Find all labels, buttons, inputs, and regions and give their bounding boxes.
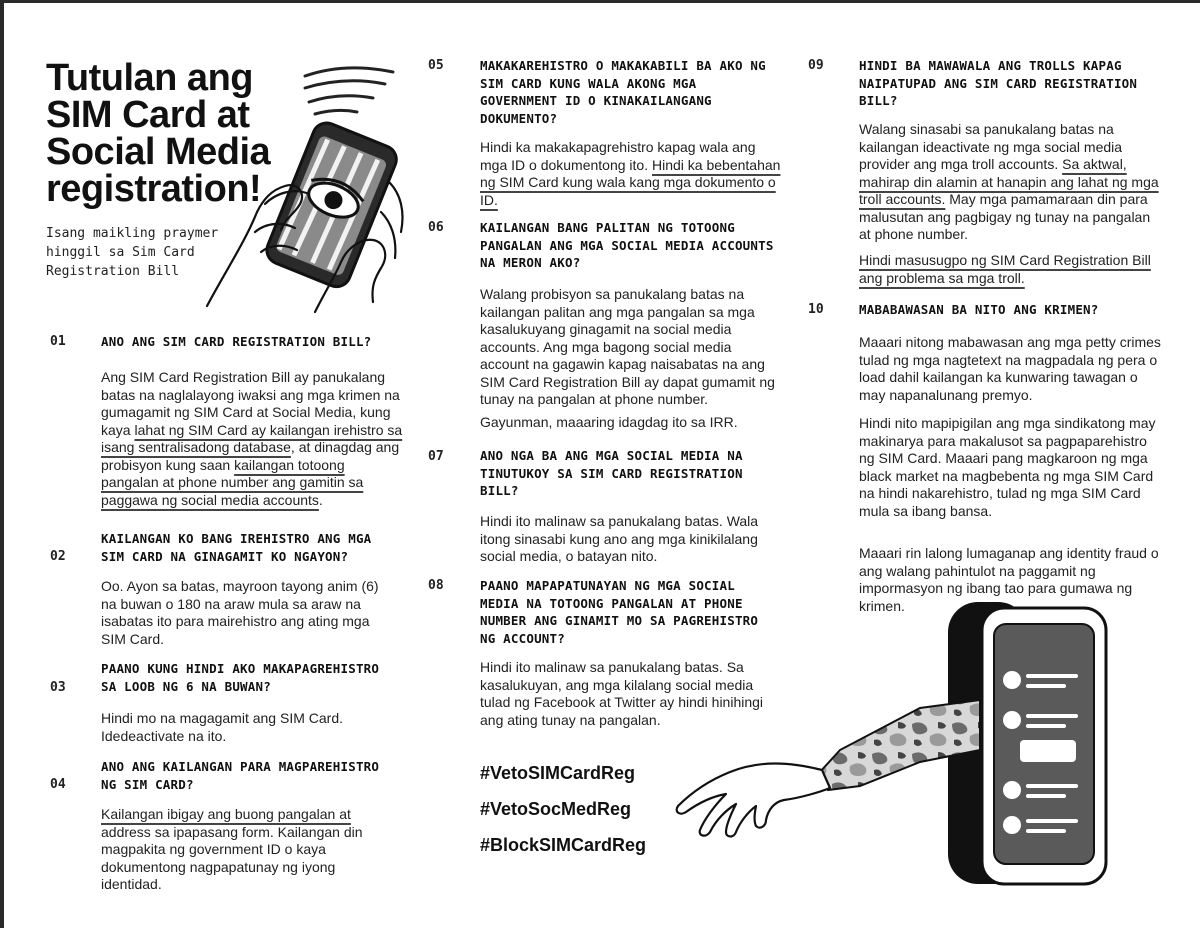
question-heading: MABABAWASAN BA NITO ANG KRIMEN?	[859, 302, 1099, 317]
page-title: Tutulan ang SIM Card at Social Media registration!	[46, 57, 271, 210]
question-number: 07	[428, 449, 444, 464]
answer-text: Walang sinasabi sa panukalang batas na kailangan ideactivate ng mga social media provider ang mga troll accounts. Sa aktwal, mahirap din alamin at hanapin ang lahat ng mga troll accounts. May mga pamamaraan din para malusutan ang pagbigay ng tunay na pangalan at phone number.	[859, 121, 1159, 242]
answer-text: Hindi nito mapipigilan ang mga sindikatong may makinarya para makalusot sa pagpaparehistro ng SIM Card. Maaari pang magkaroon ng mga black market na magbebenta ng mga SIM Card na hindi nakarehistro, tulad ng mga SIM Card mula sa ibang bansa.	[859, 415, 1156, 519]
hashtag: #VetoSIMCardReg	[480, 763, 636, 783]
hashtag: #VetoSocMedReg	[480, 799, 632, 819]
question-number: 03	[50, 680, 66, 695]
answer-text: Maaari nitong mabawasan ang mga petty crimes tulad ng mga nagtetext na magpadala ng pera o load dahil kailangan ka kunwaring tawagan o may napanalunang premyo.	[859, 334, 1161, 403]
question-number: 01	[50, 334, 66, 349]
answer-text: Oo. Ayon sa batas, mayroon tayong anim (6) na buwan o 180 na araw mula sa araw na isabatas ito para mairehistro ang ating mga SIM Card.	[101, 578, 379, 647]
question-heading: ANO ANG KAILANGAN PARA MAGPAREHISTRO NG SIM CARD?	[101, 759, 380, 792]
question-heading: PAANO KUNG HINDI AKO MAKAPAGREHISTRO SA LOOB NG 6 NA BUWAN?	[101, 661, 380, 694]
question-number: 02	[50, 549, 66, 564]
question-heading: MAKAKAREHISTRO O MAKAKABILI BA AKO NG SIM CARD KUNG WALA AKONG MGA GOVERNMENT ID O KINAKAILANGANG DOKUMENTO?	[480, 58, 766, 126]
question-number: 06	[428, 220, 444, 235]
underlined-phrase: Hindi ka bebentahan ng SIM Card kung wala kang mga dokumento o ID.	[480, 156, 781, 208]
answer-text: Kailangan ibigay ang buong pangalan at address sa ipapasang form. Kailangan din magpakita ng government ID o kaya dokumentong nagpapatunay ng iyong identidad.	[101, 806, 363, 892]
phone-eye-illustration	[205, 62, 410, 312]
answer-text: Hindi ka makakapagrehistro kapag wala ang mga ID o dokumentong ito. Hindi ka bebentahan ng SIM Card kung wala kang mga dokumento o ID.	[480, 139, 781, 208]
underlined-phrase: kailangan totoong pangalan at phone number ang gamitin sa paggawa ng social media accounts	[101, 456, 364, 508]
answer-text: Walang probisyon sa panukalang batas na kailangan palitan ang mga pangalan sa mga kasalukuyang ginagamit na social media accounts. Ang mga bagong social media account na gagawin kapag naisabatas na ang SIM Card Registration Bill ay dapat gumamit ng tunay na pangalan at phone number.	[480, 286, 775, 407]
answer-text: Maaari rin lalong lumaganap ang identity fraud o ang walang pahintulot na paggamit ng impormasyon ng ibang tao para gumawa ng krimen.	[859, 545, 1159, 614]
underlined-phrase: lahat ng SIM Card ay kailangan irehistro sa isang sentralisadong database	[101, 421, 403, 455]
underlined-phrase: Hindi masusugpo ng SIM Card Registration Bill ang problema sa mga troll.	[859, 252, 1151, 286]
question-number: 09	[808, 58, 824, 73]
question-number: 04	[50, 777, 66, 792]
answer-text	[859, 252, 1165, 287]
underlined-phrase: Kailangan ibigay ang buong pangalan at	[101, 806, 351, 822]
question-number: 05	[428, 58, 444, 73]
answer-text: Gayunman, maaaring idagdag ito sa IRR.	[480, 414, 738, 430]
answer-text: Hindi mo na magagamit ang SIM Card. Idedeactivate na ito.	[101, 710, 343, 744]
answer-text: Hindi ito malinaw sa panukalang batas. Wala itong sinasabi kung ano ang mga kinikilalang social media, o batayan nito.	[480, 513, 759, 564]
question-heading: KAILANGAN KO BANG IREHISTRO ANG MGA SIM CARD NA GINAGAMIT KO NGAYON?	[101, 531, 372, 564]
question-heading: KAILANGAN BANG PALITAN NG TOTOONG PANGALAN ANG MGA SOCIAL MEDIA ACCOUNTS NA MERON AKO?	[480, 220, 774, 270]
question-heading: HINDI BA MAWAWALA ANG TROLLS KAPAG NAIPATUPAD ANG SIM CARD REGISTRATION BILL?	[859, 58, 1138, 108]
question-heading: ANO ANG SIM CARD REGISTRATION BILL?	[101, 334, 372, 349]
hashtag: #BlockSIMCardReg	[480, 835, 647, 855]
phone-arm-illustration	[670, 600, 1140, 890]
underlined-phrase: Sa aktwal, mahirap din alamin at hanapin ang lahat ng mga troll accounts.	[859, 156, 1159, 207]
question-number: 08	[428, 578, 444, 593]
question-number: 10	[808, 302, 824, 317]
question-heading: PAANO MAPAPATUNAYAN NG MGA SOCIAL MEDIA NA TOTOONG PANGALAN AT PHONE NUMBER ANG GINAMIT MO SA PAGREHISTRO NG ACCOUNT?	[480, 578, 759, 646]
page-subtitle: Isang maikling praymer hinggil sa Sim Card Registration Bill	[46, 226, 219, 279]
answer-text: Ang SIM Card Registration Bill ay panukalang batas na naglalayong iwaksi ang mga krimen na gumagamit ng SIM Card at Social Media, kung kaya lahat ng SIM Card ay kailangan irehistro sa isang sentralisadong database, at dinagdag ang probisyon kung saan kailangan totoong pangalan at phone number ang gamitin sa paggawa ng social media accounts.	[101, 369, 403, 508]
answer-text: Hindi ito malinaw sa panukalang batas. Sa kasalukuyan, ang mga kilalang social media tulad ng Facebook at Twitter ay hindi hinihingi ang ating tunay na pangalan.	[480, 659, 764, 728]
question-heading: ANO NGA BA ANG MGA SOCIAL MEDIA NA TINUTUKOY SA SIM CARD REGISTRATION BILL?	[480, 448, 743, 498]
